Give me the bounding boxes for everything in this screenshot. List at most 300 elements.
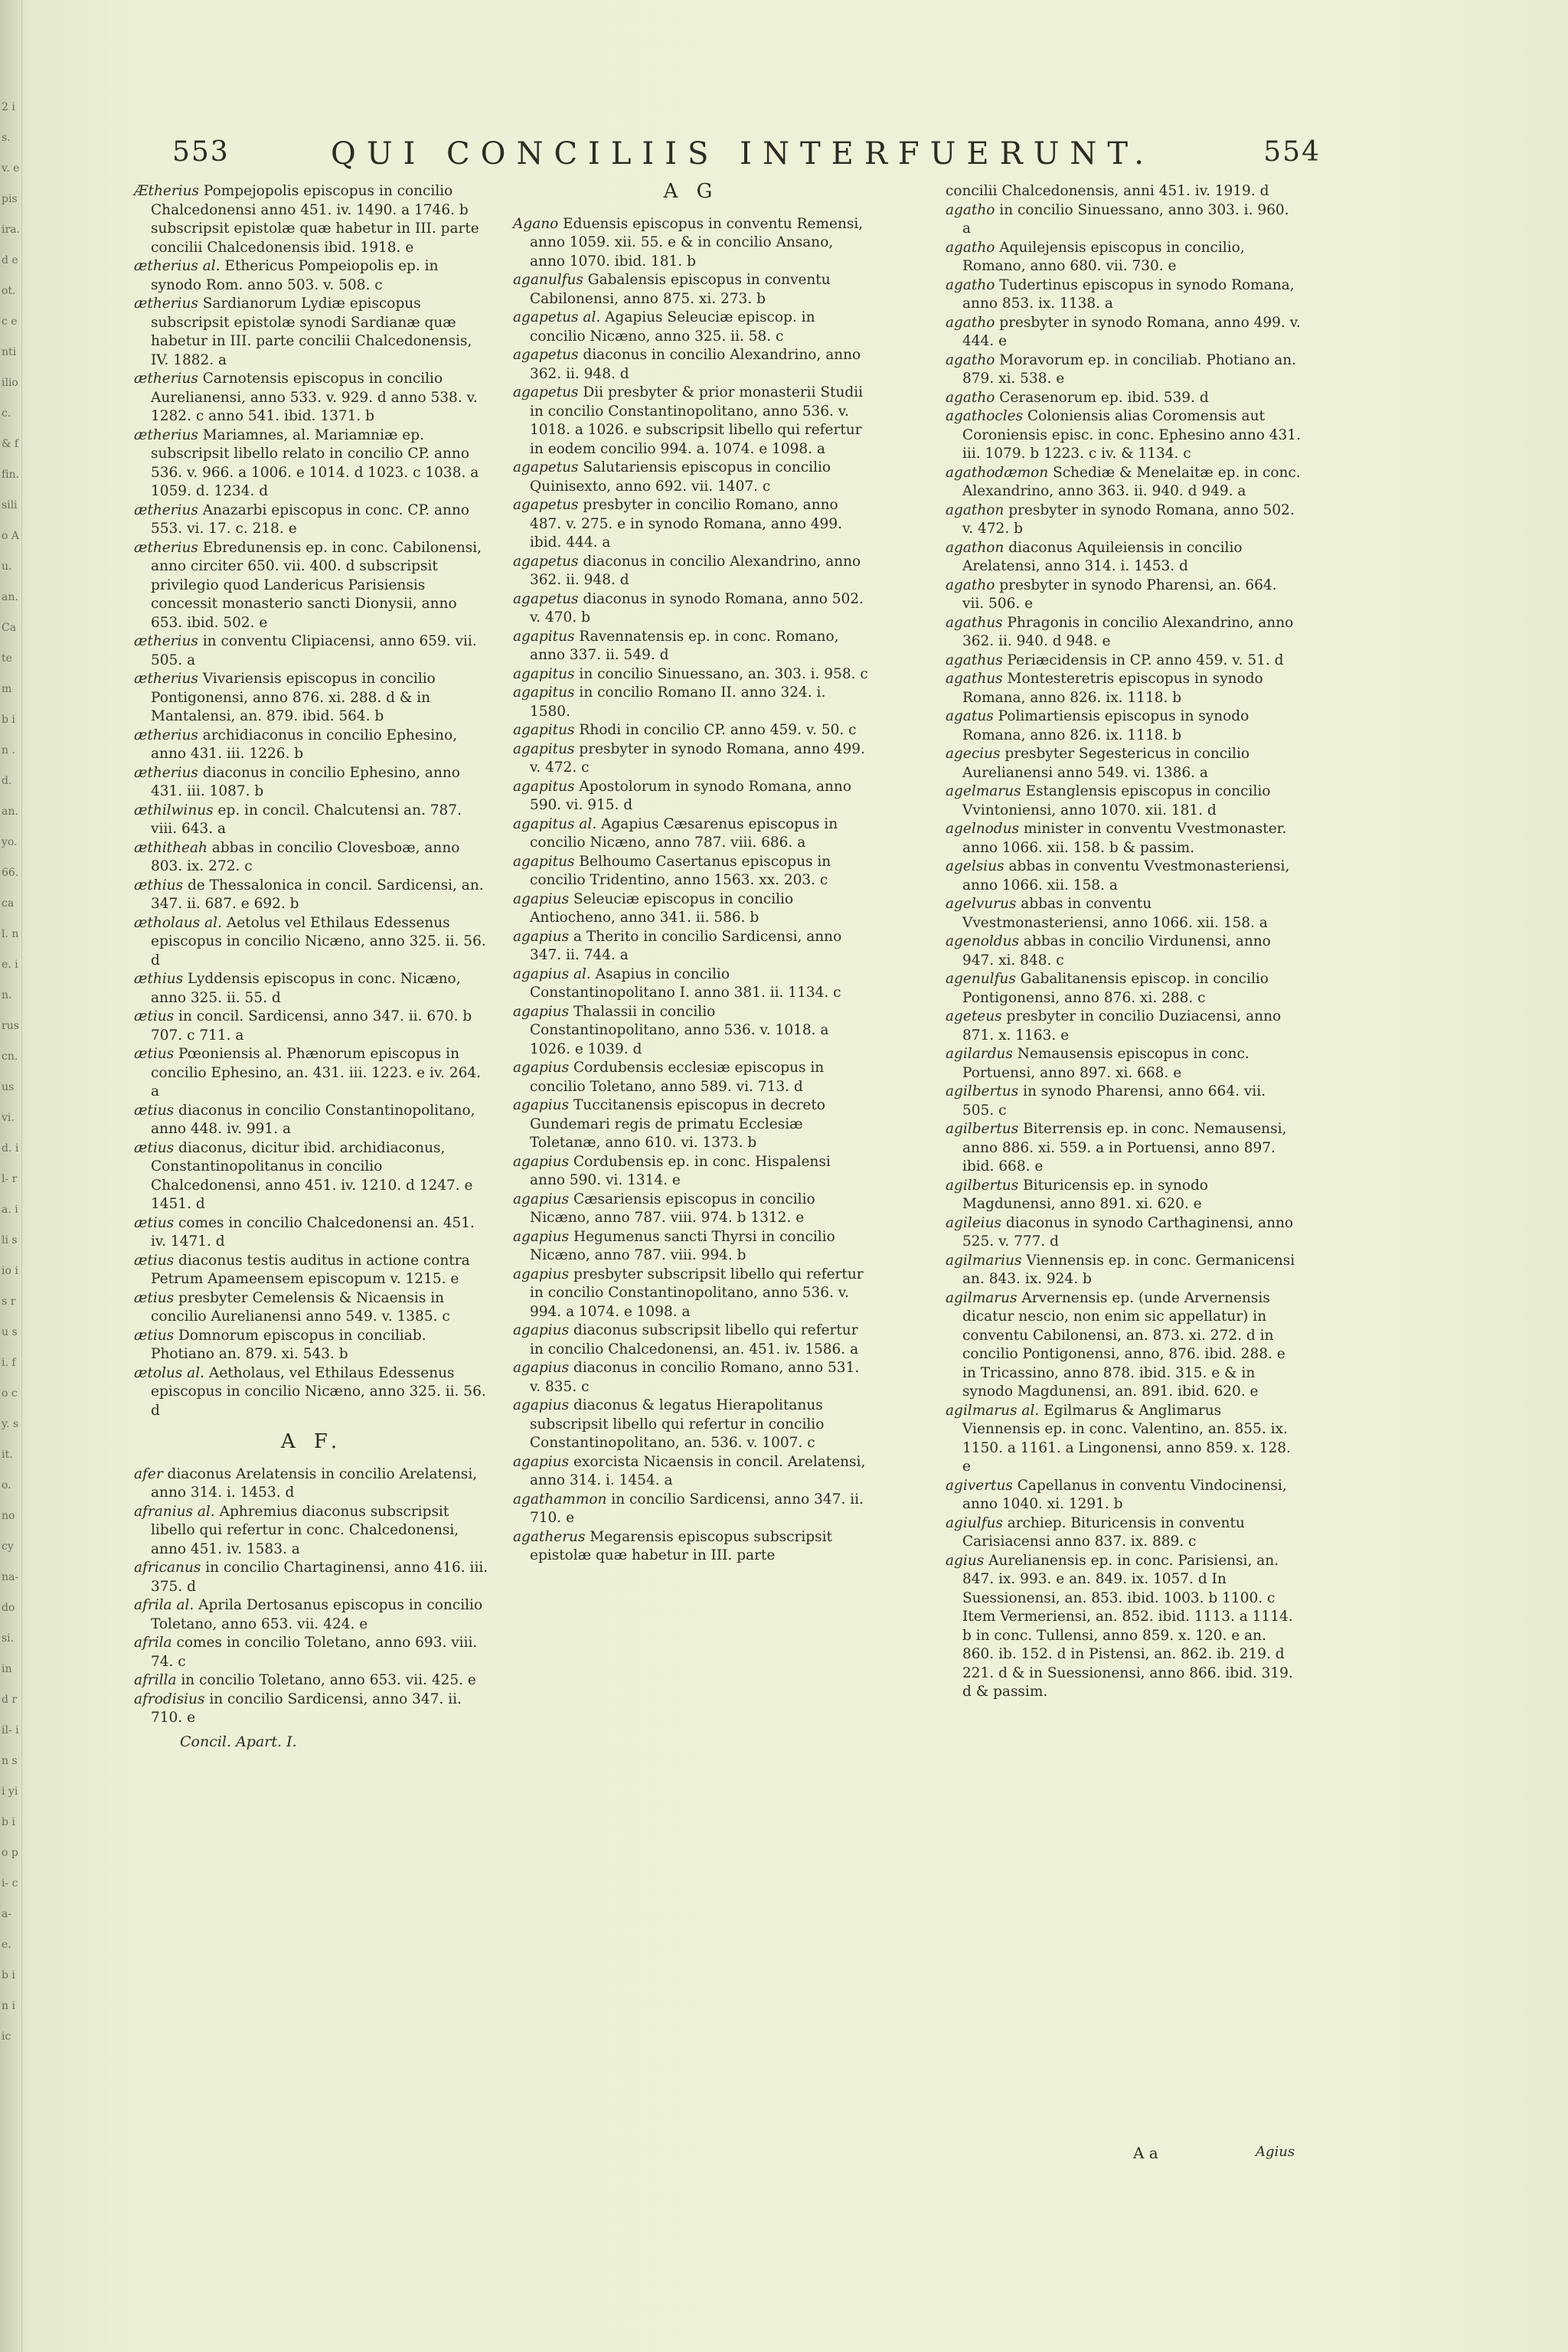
index-entry xyxy=(946,1120,1302,1177)
index-entry xyxy=(513,928,869,965)
entry-headword: Ætherius xyxy=(134,183,199,199)
entry-text: Mariamnes, al. Mariamniæ ep. subscripsit libello relato in concilio CP. anno 536. v. 966. a 1006. e 1014. d 1023. c 1038. a 1059. d. 1234. d xyxy=(151,426,479,499)
entry-text: diaconus in synodo Romana, anno 502. v. 470. b xyxy=(530,590,864,626)
entry-headword: agapius xyxy=(513,1266,570,1282)
index-entry xyxy=(513,1153,869,1191)
index-entry xyxy=(513,1359,869,1396)
entry-headword: agathocles xyxy=(946,408,1024,424)
entry-text: diaconus in synodo Carthaginensi, anno 525. v. 777. d xyxy=(962,1214,1294,1250)
entry-text: Ebredunensis ep. in conc. Cabilonensi, anno circiter 650. vii. 400. d subscripsit privilegio quod Landericus Parisiensis concessit monasterio sancti Dionysii, anno 653. ibid. 502. e xyxy=(151,539,482,631)
section-heading-af: A F. xyxy=(280,1430,344,1453)
entry-text: Rhodi in concilio CP. anno 459. v. 50. c xyxy=(574,722,857,738)
entry-headword: agatho xyxy=(946,201,995,218)
entry-text: in concilio Toletano, anno 653. vii. 425. e xyxy=(176,1672,476,1688)
entry-headword: agilmarus al. xyxy=(946,1402,1040,1419)
index-entry xyxy=(134,727,490,764)
entry-text: presbyter in concilio Duziacensi, anno 871. x. 1163. e xyxy=(962,1008,1282,1044)
entry-text: Cordubensis ecclesiæ episcopus in concilio Toletano, anno 589. vi. 713. d xyxy=(530,1060,825,1095)
entry-text: Aetholaus, vel Ethilaus Edessenus episcopus in concilio Nicæno, anno 325. ii. 56. d xyxy=(151,1364,486,1419)
entry-headword: agapius xyxy=(513,1228,570,1245)
entry-text: Aprila Dertosanus episcopus in concilio Toletano, anno 653. vii. 424. e xyxy=(151,1597,483,1632)
index-entry xyxy=(946,389,1302,408)
entry-headword: agenulfus xyxy=(946,971,1016,987)
index-entry xyxy=(134,1596,490,1634)
entry-text: Moravorum ep. in conciliab. Photiano an. 879. xi. 538. e xyxy=(962,351,1297,387)
entry-text: diaconus testis auditus in actione contra Petrum Apameensem episcopum v. 1215. e xyxy=(151,1252,470,1287)
index-entry xyxy=(946,970,1302,1008)
entry-text: presbyter Segestericus in concilio Aurelianensi anno 549. vi. 1386. a xyxy=(962,746,1250,781)
index-entry xyxy=(946,464,1302,501)
catchword: Agius xyxy=(1256,2144,1295,2160)
entry-headword: agatho xyxy=(946,276,995,293)
entry-text: Pompejopolis episcopus in concilio Chalcedonensi anno 451. iv. 1490. a 1746. b subscripsit epistolæ quæ habetur in III. parte concilii Chalcedonensis ibid. 1918. e xyxy=(151,183,479,256)
entries-ag-continued xyxy=(946,182,1302,1702)
entry-headword: afrila al. xyxy=(134,1597,194,1613)
entry-headword: ætherius xyxy=(134,296,198,312)
entry-headword: agathon xyxy=(946,539,1004,556)
entry-text: Salutariensis episcopus in concilio Quinisexto, anno 692. vii. 1407. c xyxy=(530,459,831,495)
index-entry xyxy=(513,628,869,665)
entry-text: diaconus in concilio Constantinopolitano, anno 448. iv. 991. a xyxy=(151,1102,475,1137)
index-entry xyxy=(946,1083,1302,1120)
index-entry xyxy=(946,239,1302,276)
entry-headword: afranius al. xyxy=(134,1503,215,1520)
index-entry xyxy=(946,1402,1302,1477)
index-entry xyxy=(946,614,1302,652)
entry-text: Montesteretris episcopus in synodo Romana, anno 826. ix. 1118. b xyxy=(962,671,1263,706)
entry-headword: agatho xyxy=(946,314,995,331)
index-entry xyxy=(134,1690,490,1728)
entry-headword: ætherius xyxy=(134,539,198,556)
index-entry xyxy=(946,407,1302,464)
index-entry xyxy=(134,426,490,501)
entry-headword: agapetus xyxy=(513,384,579,400)
index-entry xyxy=(513,890,869,928)
entry-text: Hegumenus sancti Thyrsi in concilio Nicæno, anno 787. viii. 994. b xyxy=(530,1228,835,1263)
entry-text: diaconus in concilio Alexandrino, anno 362. ii. 948. d xyxy=(530,553,861,588)
entry-headword: aganulfus xyxy=(513,272,583,288)
index-entry xyxy=(513,309,869,346)
entry-headword: afer xyxy=(134,1465,163,1482)
entry-text: Estanglensis episcopus in concilio Vvintoniensi, anno 1070. xii. 181. d xyxy=(962,783,1271,818)
index-entry xyxy=(513,1491,869,1528)
entry-text: Viennensis ep. in conc. Germanicensi an. 843. ix. 924. b xyxy=(962,1252,1295,1287)
entry-text: in synodo Pharensi, anno 664. vii. 505. c xyxy=(962,1083,1266,1119)
entry-text: Arvernensis ep. (unde Arvernensis dicatur nescio, non enim sic appellatur) in conventu Cabilonensi, an. 873. xi. 272. d in concilio Pontigonensi, anno, 876. ibid. 288. e in Tricassino, anno 878. ibid. 315. e & in synodo Magdunensi, an. 891. ibid. 620. e xyxy=(962,1289,1285,1400)
entry-text: Bituricensis ep. in synodo Magdunensi, anno 891. xi. 620. e xyxy=(962,1177,1208,1212)
index-entry xyxy=(134,1327,490,1364)
entry-text: Aurelianensis ep. in conc. Parisiensi, an. 847. ix. 993. e an. 849. ix. 1057. d In Suessionensi, an. 853. ibid. 1003. b 1100. c Item Vermeriensi, an. 852. ibid. 1113. a 1114. b in conc. Tullensi, anno 859. x. 120. e an. 860. ib. 152. d in Pistensi, an. 862. ib. 219. d 221. d & in Suessionensi, anno 866. ibid. 319. d & passim. xyxy=(962,1552,1293,1700)
entry-headword: agapius xyxy=(513,928,570,945)
entry-headword: afrila xyxy=(134,1635,172,1651)
entry-headword: agatho xyxy=(946,389,995,406)
index-entry xyxy=(134,1559,490,1596)
entry-headword: agelvurus xyxy=(946,896,1017,912)
entry-headword: agileius xyxy=(946,1214,1001,1231)
entry-text: Schediæ & Menelaitæ ep. in conc. Alexandrino, anno 363. ii. 940. d 949. a xyxy=(962,464,1301,499)
index-entry xyxy=(946,895,1302,933)
entry-text: Seleuciæ episcopus in concilio Antiocheno, anno 341. ii. 586. b xyxy=(530,890,794,926)
entry-headword: agapitus xyxy=(513,684,575,701)
index-entry xyxy=(134,370,490,426)
entry-headword: afrodisius xyxy=(134,1690,205,1707)
entry-headword: agathodæmon xyxy=(946,464,1049,481)
index-entry xyxy=(513,778,869,815)
entry-text: Coloniensis alias Coromensis aut Coroniensis episc. in conc. Ephesino anno 431. iii. 1079. b 1223. c iv. & 1134. c xyxy=(962,408,1301,462)
entry-headword: agathus xyxy=(946,652,1003,668)
entry-headword: ætolus al. xyxy=(134,1364,204,1381)
index-entry xyxy=(946,276,1302,314)
entry-text: Agapius Seleuciæ episcop. in concilio Nicæno, anno 325. ii. 58. c xyxy=(530,309,815,345)
entry-text: Aphremius diaconus subscripsit libello qui refertur in conc. Chalcedonensi, anno 451. iv. 1583. a xyxy=(151,1503,459,1557)
index-entry xyxy=(134,1364,490,1421)
index-entry xyxy=(513,684,869,721)
index-entry xyxy=(513,815,869,853)
index-entry xyxy=(134,1102,490,1139)
index-entry xyxy=(134,1008,490,1045)
index-entry xyxy=(513,1453,869,1491)
index-entry xyxy=(946,501,1302,539)
entry-headword: agapitus xyxy=(513,740,575,757)
index-entry xyxy=(134,877,490,914)
index-entry xyxy=(134,1214,490,1252)
index-entry xyxy=(513,1528,869,1566)
index-entry xyxy=(134,1465,490,1503)
entry-headword: ætius xyxy=(134,1327,175,1344)
entry-text: comes in concilio Toletano, anno 693. viii. 74. c xyxy=(151,1635,478,1670)
entry-text: de Thessalonica in concil. Sardicensi, an. 347. ii. 687. e 692. b xyxy=(151,877,484,912)
entry-headword: agatherus xyxy=(513,1528,586,1545)
entry-headword: æthius xyxy=(134,971,184,987)
index-entry xyxy=(946,858,1302,895)
entry-headword: ætherius xyxy=(134,426,198,443)
index-entry xyxy=(513,1003,869,1060)
entry-headword: agapius xyxy=(513,1097,570,1113)
index-entry xyxy=(946,1514,1302,1552)
entry-text: Pœoniensis al. Phænorum episcopus in concilio Ephesino, an. 431. iii. 1223. e iv. 264. a xyxy=(151,1046,482,1099)
entry-text: diaconus, dicitur ibid. archidiaconus, Constantinopolitanus in concilio Chalcedonensi, anno 451. iv. 1210. d 1247. e 1451. d xyxy=(151,1139,473,1212)
index-entry xyxy=(134,295,490,370)
entry-headword: agivertus xyxy=(946,1477,1013,1494)
page-header xyxy=(172,136,1321,182)
index-entry xyxy=(513,271,869,309)
entry-text: in concilio Sardicensi, anno 347. ii. 710. e xyxy=(151,1690,462,1726)
entry-headword: agapetus xyxy=(513,497,579,513)
entry-text: Carnotensis episcopus in concilio Aurelianensi, anno 533. v. 929. d anno 538. v. 1282. c anno 541. ibid. 1371. b xyxy=(151,371,478,424)
index-entry xyxy=(513,665,869,684)
entry-text: diaconus Aquileiensis in concilio Arelatensi, anno 314. i. 1453. d xyxy=(962,539,1243,574)
entry-headword: ætherius xyxy=(134,764,198,781)
entry-headword: agapius al. xyxy=(513,965,591,982)
entry-headword: agapitus al. xyxy=(513,815,597,832)
entry-text: Vivariensis episcopus in concilio Pontigonensi, anno 876. xi. 288. d & in Mantalensi, an. 879. ibid. 564. b xyxy=(151,671,436,724)
column-left xyxy=(134,182,490,1751)
entry-text: ep. in concil. Chalcutensi an. 787. viii. 643. a xyxy=(151,802,462,837)
entry-headword: agelnodus xyxy=(946,821,1020,837)
entry-text: presbyter Cemelensis & Nicaensis in concilio Aurelianensi anno 549. v. 1385. c xyxy=(151,1289,450,1325)
entry-headword: agathon xyxy=(946,501,1004,518)
entry-text: Polimartiensis episcopus in synodo Romana, anno 826. ix. 1118. b xyxy=(962,708,1250,743)
index-entry xyxy=(946,1252,1302,1289)
entry-text: Gabalensis episcopus in conventu Cabilonensi, anno 875. xi. 273. b xyxy=(530,272,831,307)
entry-headword: agapetus xyxy=(513,590,579,607)
index-entry xyxy=(513,459,869,496)
entry-headword: agilardus xyxy=(946,1046,1013,1062)
entry-text: diaconus in concilio Ephesino, anno 431. iii. 1087. b xyxy=(151,764,460,799)
entry-text: Tuccitanensis episcopus in decreto Gundemari regis de primatu Ecclesiæ Toletanæ, anno 610. vi. 1373. b xyxy=(530,1097,825,1151)
entry-text: Capellanus in conventu Vindocinensi, anno 1040. xi. 1291. b xyxy=(962,1477,1287,1512)
entry-text: Tudertinus episcopus in synodo Romana, anno 853. ix. 1138. a xyxy=(962,276,1295,312)
entry-text: abbas in concilio Clovesboæ, anno 803. ix. 272. c xyxy=(151,839,460,874)
entry-text: archiep. Bituricensis in conventu Carisiacensi anno 837. ix. 889. c xyxy=(962,1514,1245,1550)
entry-text: Megarensis episcopus subscripsit epistolæ quæ habetur in III. parte xyxy=(530,1528,832,1563)
index-entry xyxy=(513,1266,869,1322)
index-entry xyxy=(513,1396,869,1453)
entry-text: diaconus subscripsit libello qui refertur in concilio Chalcedonensi, an. 451. iv. 1586. a xyxy=(530,1322,859,1357)
entry-text: diaconus & legatus Hierapolitanus subscripsit libello qui refertur in concilio Constantinopolitano, an. 536. v. 1007. c xyxy=(530,1397,825,1451)
index-entry xyxy=(513,215,869,272)
entry-headword: agilbertus xyxy=(946,1083,1019,1099)
entry-headword: ætius xyxy=(134,1252,175,1269)
entry-headword: ætherius xyxy=(134,633,198,649)
entry-headword: agathus xyxy=(946,614,1003,631)
index-entry xyxy=(134,1139,490,1214)
entry-text: Aetolus vel Ethilaus Edessenus episcopus in concilio Nicæno, anno 325. ii. 56. d xyxy=(151,914,486,969)
entry-headword: Agano xyxy=(513,215,559,232)
entry-headword: ætius xyxy=(134,1046,175,1062)
index-entry xyxy=(134,1503,490,1560)
index-entry xyxy=(134,1045,490,1102)
entry-headword: agiulfus xyxy=(946,1514,1003,1531)
entry-text: exorcista Nicaensis in concil. Arelatensi, anno 314. i. 1454. a xyxy=(530,1453,866,1488)
entry-text: Phragonis in concilio Alexandrino, anno 362. ii. 940. d 948. e xyxy=(962,614,1294,649)
entry-headword: ætius xyxy=(134,1008,175,1024)
index-entry xyxy=(513,1321,869,1359)
entry-text: in concilio Romano II. anno 324. i. 1580. xyxy=(530,684,826,720)
index-entry xyxy=(134,764,490,802)
entry-text: Anazarbi episcopus in conc. CP. anno 553. vi. 17. c. 218. e xyxy=(151,501,469,537)
entry-headword: ætius xyxy=(134,1139,175,1156)
entry-text: in concilio Chartaginensi, anno 416. iii. 375. d xyxy=(151,1560,488,1595)
entry-text: Domnorum episcopus in conciliab. Photiano an. 879. xi. 543. b xyxy=(151,1327,426,1362)
entries-ae xyxy=(134,182,490,1420)
index-entry xyxy=(134,839,490,877)
entry-text: Periæcidensis in CP. anno 459. v. 51. d xyxy=(1002,652,1284,668)
entry-headword: agapius xyxy=(513,1153,570,1170)
entry-text: Cerasenorum ep. ibid. 539. d xyxy=(995,389,1209,406)
index-entry xyxy=(513,740,869,778)
index-entry xyxy=(946,707,1302,745)
entry-text: Nemausensis episcopus in conc. Portuensi, anno 897. xi. 668. e xyxy=(962,1046,1250,1081)
index-entry xyxy=(513,1059,869,1096)
entry-headword: agapetus xyxy=(513,553,579,570)
entry-text: Lyddensis episcopus in conc. Nicæno, anno 325. ii. 55. d xyxy=(151,971,461,1006)
entry-headword: ætius xyxy=(134,1214,175,1231)
index-entry xyxy=(134,1289,490,1327)
index-entry xyxy=(513,346,869,384)
entry-text: abbas in conventu Vvestmonasteriensi, anno 1066. xii. 158. a xyxy=(962,896,1268,931)
entry-headword: agapetus al. xyxy=(513,309,601,325)
entry-headword: agapitus xyxy=(513,778,575,795)
entry-text: Sardianorum Lydiæ episcopus subscripsit epistolæ synodi Sardianæ quæ habetur in III. parte concilii Chalcedonensis, IV. 1882. a xyxy=(151,296,472,368)
index-entry xyxy=(946,933,1302,970)
entry-headword: ætholaus al. xyxy=(134,914,222,931)
entry-text: a Therito in concilio Sardicensi, anno 347. ii. 744. a xyxy=(530,928,842,963)
entry-text: presbyter in concilio Romano, anno 487. v. 275. e in synodo Romana, anno 499. ibid. 444. a xyxy=(530,497,842,550)
index-entry xyxy=(513,965,869,1003)
column-right xyxy=(946,182,1302,1702)
entries-ag xyxy=(513,215,869,1566)
entry-text: in concilio Sinuessano, anno 303. i. 960. a xyxy=(962,201,1289,237)
entry-text: abbas in conventu Vvestmonasteriensi, anno 1066. xii. 158. a xyxy=(962,858,1290,893)
index-entry xyxy=(946,1008,1302,1045)
entry-headword: agapius xyxy=(513,1191,570,1207)
entry-headword: ætius xyxy=(134,1102,175,1119)
entry-headword: agapius xyxy=(513,1453,570,1470)
entry-text: Dii presbyter & prior monasterii Studii in concilio Constantinopolitano, anno 536. v. 1018. a 1026. e subscripsit libello qui refertur in eodem concilio 994. a. 1074. e 1098. a xyxy=(530,384,864,457)
index-entry xyxy=(946,782,1302,820)
index-entry xyxy=(134,182,490,257)
index-entry xyxy=(946,351,1302,389)
entry-headword: agapetus xyxy=(513,459,579,475)
index-entry xyxy=(513,496,869,553)
entry-text: archidiaconus in concilio Ephesino, anno 431. iii. 1226. b xyxy=(151,727,458,762)
entry-text: Cæsariensis episcopus in concilio Nicæno, anno 787. viii. 974. b 1312. e xyxy=(530,1191,815,1226)
entry-text: Egilmarus & Anglimarus Viennensis ep. in conc. Valentino, an. 855. ix. 1150. a 1161. a Lingonensi, anno 859. x. 128. e xyxy=(962,1402,1291,1475)
entry-text: presbyter subscripsit libello qui refertur in concilio Constantinopolitano, anno 536. v. 994. a 1074. e 1098. a xyxy=(530,1266,864,1320)
entry-headword: agilmarus xyxy=(946,1289,1018,1306)
gutter-fragments: 2 is. v. epis ira. d eot. c enti ilio c. & ffin. silio Au. an. Ca tem b in .d. an. yo. 66. cal. ne. in. rus cn. us vi. d. il- ra. ili s io is ru si. fo c y. sit. o. no cy na- do si. in d ril- in si yi b io pi- ca- e. b in i ic xyxy=(2,101,20,2043)
index-entry xyxy=(946,652,1302,671)
entry-headword: agathammon xyxy=(513,1491,607,1508)
entry-text: Belhoumo Casertanus episcopus in concilio Tridentino, anno 1563. xx. 203. c xyxy=(530,853,831,888)
index-entry xyxy=(134,1252,490,1289)
entry-text: Cordubensis ep. in conc. Hispalensi anno 590. vi. 1314. e xyxy=(530,1153,831,1188)
index-entry xyxy=(946,745,1302,782)
index-entry xyxy=(134,670,490,727)
entry-text: comes in concilio Chalcedonensi an. 451. iv. 1471. d xyxy=(151,1214,475,1250)
entry-text: diaconus Arelatensis in concilio Arelatensi, anno 314. i. 1453. d xyxy=(151,1465,478,1501)
running-title: QUI CONCILIIS INTERFUERUNT. xyxy=(331,136,1155,172)
entry-headword: agathus xyxy=(946,671,1003,687)
index-entry xyxy=(513,553,869,590)
entry-headword: æthilwinus xyxy=(134,802,214,818)
entry-headword: agilmarius xyxy=(946,1252,1022,1269)
entry-headword: agapius xyxy=(513,890,570,907)
index-entry xyxy=(946,820,1302,858)
column-middle xyxy=(513,182,869,1566)
index-entry xyxy=(513,1191,869,1228)
entry-headword: ætherius xyxy=(134,671,198,687)
entry-headword: agapitus xyxy=(513,722,575,738)
index-entry xyxy=(946,1477,1302,1514)
signature-mark: A a xyxy=(1133,2144,1158,2162)
index-entry xyxy=(946,1552,1302,1702)
index-entry xyxy=(946,182,1302,201)
index-entry xyxy=(513,1228,869,1266)
entry-headword: agilbertus xyxy=(946,1121,1019,1137)
entry-text: presbyter in synodo Romana, anno 499. v. 472. c xyxy=(530,740,865,776)
entry-text: Apostolorum in synodo Romana, anno 590. vi. 915. d xyxy=(530,778,851,813)
entry-headword: agapius xyxy=(513,1322,570,1338)
entry-headword: agelsius xyxy=(946,858,1004,874)
index-entry xyxy=(946,1177,1302,1214)
index-entry xyxy=(134,257,490,295)
index-entry xyxy=(946,577,1302,614)
entry-headword: agapitus xyxy=(513,628,575,645)
entry-text: Agapius Cæsarenus episcopus in concilio Nicæno, anno 787. viii. 686. a xyxy=(530,815,838,851)
entry-text: Eduensis episcopus in conventu Remensi, anno 1059. xii. 55. e & in concilio Ansano, anno 1070. ibid. 181. b xyxy=(530,215,864,270)
entry-text: in concilio Sinuessano, an. 303. i. 958. c xyxy=(574,665,868,682)
entry-text: Ethericus Pompeiopolis ep. in synodo Rom. anno 503. v. 508. c xyxy=(151,258,439,293)
entry-headword: agapius xyxy=(513,1003,570,1020)
entry-headword: agapitus xyxy=(513,853,575,870)
entry-headword: æthitheah xyxy=(134,839,207,856)
index-entry xyxy=(134,1671,490,1690)
entry-headword: agecius xyxy=(946,746,1001,762)
index-entry xyxy=(946,201,1302,239)
index-entry xyxy=(946,314,1302,351)
entry-text: in conventu Clipiacensi, anno 659. vii. 505. a xyxy=(151,633,477,668)
entry-headword: africanus xyxy=(134,1560,201,1576)
index-entry xyxy=(513,721,869,740)
entry-text: Gabalitanensis episcop. in concilio Pontigonensi, anno 876. xi. 288. c xyxy=(962,971,1269,1006)
entry-text: concilii Chalcedonensis, anni 451. iv. 1919. d xyxy=(946,183,1269,199)
index-entry xyxy=(134,802,490,839)
entry-text: presbyter in synodo Romana, anno 502. v. 472. b xyxy=(962,501,1295,537)
entry-headword: agilbertus xyxy=(946,1177,1019,1194)
entry-text: diaconus in concilio Romano, anno 531. v. 835. c xyxy=(530,1360,860,1395)
index-entry xyxy=(134,970,490,1008)
entry-text: in concil. Sardicensi, anno 347. ii. 670. b 707. c 711. a xyxy=(151,1008,472,1044)
entry-headword: agatho xyxy=(946,351,995,368)
index-entry xyxy=(946,670,1302,707)
index-entry xyxy=(134,539,490,633)
entry-headword: afrilla xyxy=(134,1672,177,1688)
entry-headword: agenoldus xyxy=(946,933,1020,949)
entry-headword: agatho xyxy=(946,577,995,593)
entry-text: Thalassii in concilio Constantinopolitano, anno 536. v. 1018. a 1026. e 1039. d xyxy=(530,1003,829,1057)
index-entry xyxy=(513,384,869,459)
index-entry xyxy=(513,1096,869,1153)
entry-text: diaconus in concilio Alexandrino, anno 362. ii. 948. d xyxy=(530,347,861,382)
binding-gutter xyxy=(0,0,22,2352)
entry-headword: agius xyxy=(946,1552,985,1569)
entry-headword: agapetus xyxy=(513,347,579,363)
entry-headword: æthius xyxy=(134,877,184,893)
entry-text: presbyter in synodo Pharensi, an. 664. vii. 506. e xyxy=(962,577,1277,612)
entry-text: Asapius in concilio Constantinopolitano I. anno 381. ii. 1134. c xyxy=(530,965,841,1001)
entry-headword: ætherius xyxy=(134,727,198,743)
index-entry xyxy=(946,1289,1302,1402)
entry-text: Ravennatensis ep. in conc. Romano, anno 337. ii. 549. d xyxy=(530,628,839,663)
index-entry xyxy=(134,632,490,670)
section-heading-ag: A G xyxy=(663,180,719,203)
entry-headword: agapitus xyxy=(513,665,575,682)
entry-headword: agatus xyxy=(946,708,994,724)
entry-headword: ætius xyxy=(134,1289,175,1306)
index-entry xyxy=(134,501,490,539)
index-entry xyxy=(134,1634,490,1671)
entry-text: abbas in concilio Virdunensi, anno 947. xi. 848. c xyxy=(962,933,1271,969)
index-entry xyxy=(946,539,1302,577)
entry-headword: ageteus xyxy=(946,1008,1002,1024)
entry-headword: ætherius xyxy=(134,371,198,387)
index-entry xyxy=(513,853,869,890)
index-entry xyxy=(946,1045,1302,1083)
index-entry xyxy=(946,1214,1302,1252)
index-entry xyxy=(513,590,869,628)
